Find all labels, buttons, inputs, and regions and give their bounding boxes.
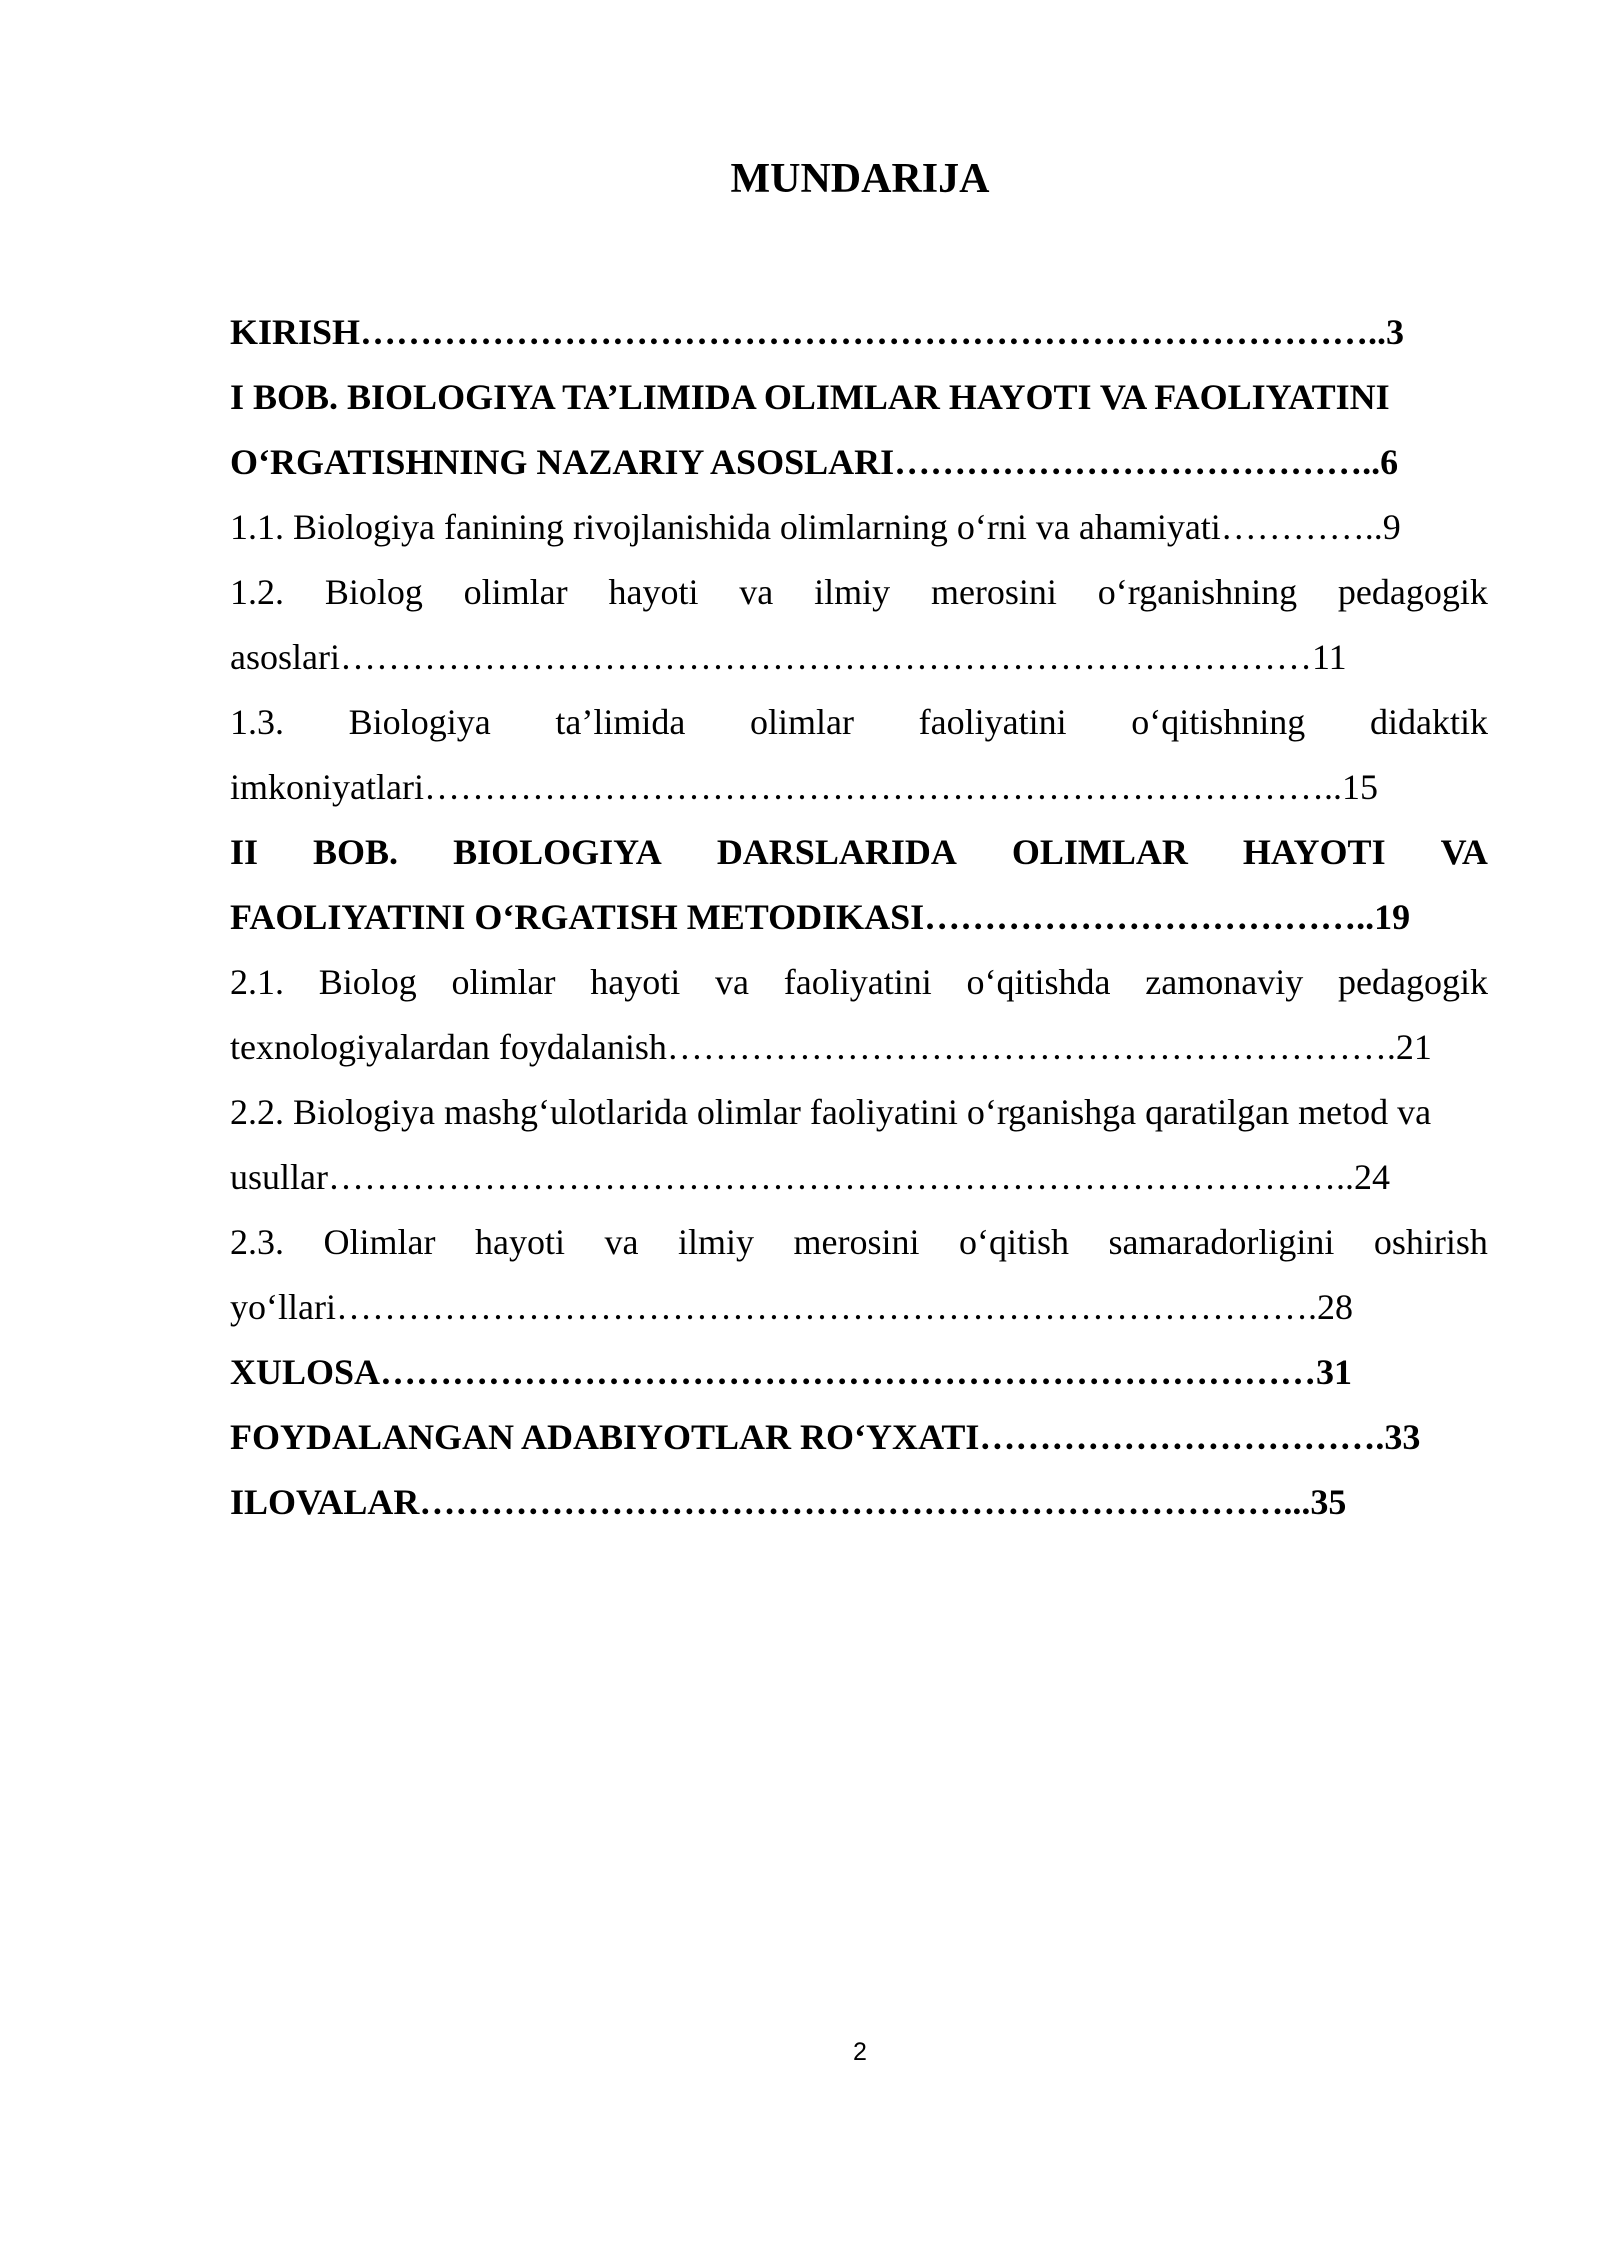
toc-entry-section-1-2-line-2: asoslari………………………………………………………………………11 (230, 637, 1347, 677)
toc-entry-section-2-2-line-1: 2.2. Biologiya mashg‘ulotlarida olimlar faoliyatini o‘rganishga qaratilgan metod va (230, 1092, 1432, 1132)
toc-entry-chapter-1-line-2: O‘RGATISHNING NAZARIY ASOSLARI…………………………………..6 (230, 442, 1399, 482)
toc-word: oshirish (1373, 1222, 1488, 1262)
toc-word: olimlar (749, 702, 854, 742)
table-of-contents (230, 300, 1488, 1535)
toc-word: merosini (930, 572, 1057, 612)
toc-word: ilmiy (677, 1222, 754, 1262)
toc-word: didaktik (1369, 702, 1488, 742)
toc-word: va (604, 1222, 639, 1262)
toc-word: Biolog (324, 572, 423, 612)
toc-word: hayoti (474, 1222, 565, 1262)
toc-word: DARSLARIDA (716, 832, 957, 872)
toc-word: 2.1. (230, 962, 284, 1002)
toc-word: 1.3. (230, 702, 284, 742)
toc-word: merosini (793, 1222, 920, 1262)
toc-entry-kirish: KIRISH…………………………………………………………………………..3 (230, 312, 1405, 352)
toc-word: BIOLOGIYA (453, 832, 662, 872)
toc-word: Olimlar (323, 1222, 436, 1262)
toc-entry-section-2-1-line-2: texnologiyalardan foydalanish…………………………………………………….21 (230, 1027, 1432, 1067)
toc-word: II (230, 832, 259, 872)
toc-word: 2.3. (230, 1222, 284, 1262)
toc-word: Biolog (318, 962, 417, 1002)
toc-entry-section-2-2-line-2: usullar…………………………………………………………………………..24 (230, 1157, 1390, 1197)
toc-entry-section-2-1-line-1 (230, 950, 1488, 1015)
toc-word: olimlar (463, 572, 568, 612)
page-number: 2 (853, 2038, 867, 2066)
toc-word: faoliyatini (918, 702, 1067, 742)
toc-word: olimlar (451, 962, 556, 1002)
toc-word: samaradorligini (1108, 1222, 1335, 1262)
toc-word: ta’limida (555, 702, 686, 742)
toc-word: o‘rganishning (1097, 572, 1298, 612)
toc-word: 1.2. (230, 572, 284, 612)
toc-entry-section-1-3-line-1 (230, 690, 1488, 755)
toc-entry-ilovalar: ILOVALAR………………………………………………………………...35 (230, 1482, 1347, 1522)
toc-entry-section-1-1: 1.1. Biologiya fanining rivojlanishida olimlarning o‘rni va ahamiyati…………..9 (230, 507, 1401, 547)
toc-word: o‘qitishda (966, 962, 1111, 1002)
toc-entry-section-1-3-line-2: imkoniyatlari…………………………………………………………………..15 (230, 767, 1378, 807)
toc-word: va (739, 572, 774, 612)
toc-word: HAYOTI (1242, 832, 1386, 872)
toc-word: pedagogik (1338, 962, 1488, 1002)
toc-word: VA (1440, 832, 1488, 872)
toc-word: o‘qitish (958, 1222, 1069, 1262)
toc-entry-xulosa: XULOSA……………………………………………………………………31 (230, 1352, 1353, 1392)
toc-entry-section-2-3-line-1 (230, 1210, 1488, 1275)
toc-word: va (715, 962, 750, 1002)
toc-word: pedagogik (1337, 572, 1488, 612)
toc-word: o‘qitishning (1131, 702, 1306, 742)
toc-word: faoliyatini (783, 962, 932, 1002)
toc-word: OLIMLAR (1011, 832, 1188, 872)
toc-word: ilmiy (814, 572, 891, 612)
toc-entry-adabiyotlar: FOYDALANGAN ADABIYOTLAR RO‘YXATI…………………………….33 (230, 1417, 1421, 1457)
toc-entry-chapter-2-line-1 (230, 820, 1488, 885)
toc-entry-section-2-3-line-2: yo‘llari……………………………………………………………………….28 (230, 1287, 1353, 1327)
toc-word: BOB. (313, 832, 399, 872)
toc-entry-chapter-2-line-2: FAOLIYATINI O‘RGATISH METODIKASI………………………………..19 (230, 897, 1411, 937)
toc-entry-section-1-2-line-1 (230, 560, 1488, 625)
toc-word: Biologiya (348, 702, 491, 742)
page-title: MUNDARIJA (730, 156, 990, 202)
toc-word: hayoti (590, 962, 681, 1002)
toc-word: zamonaviy (1145, 962, 1304, 1002)
toc-entry-chapter-1-line-1: I BOB. BIOLOGIYA TA’LIMIDA OLIMLAR HAYOTI VA FAOLIYATINI (230, 377, 1390, 417)
toc-word: hayoti (608, 572, 699, 612)
